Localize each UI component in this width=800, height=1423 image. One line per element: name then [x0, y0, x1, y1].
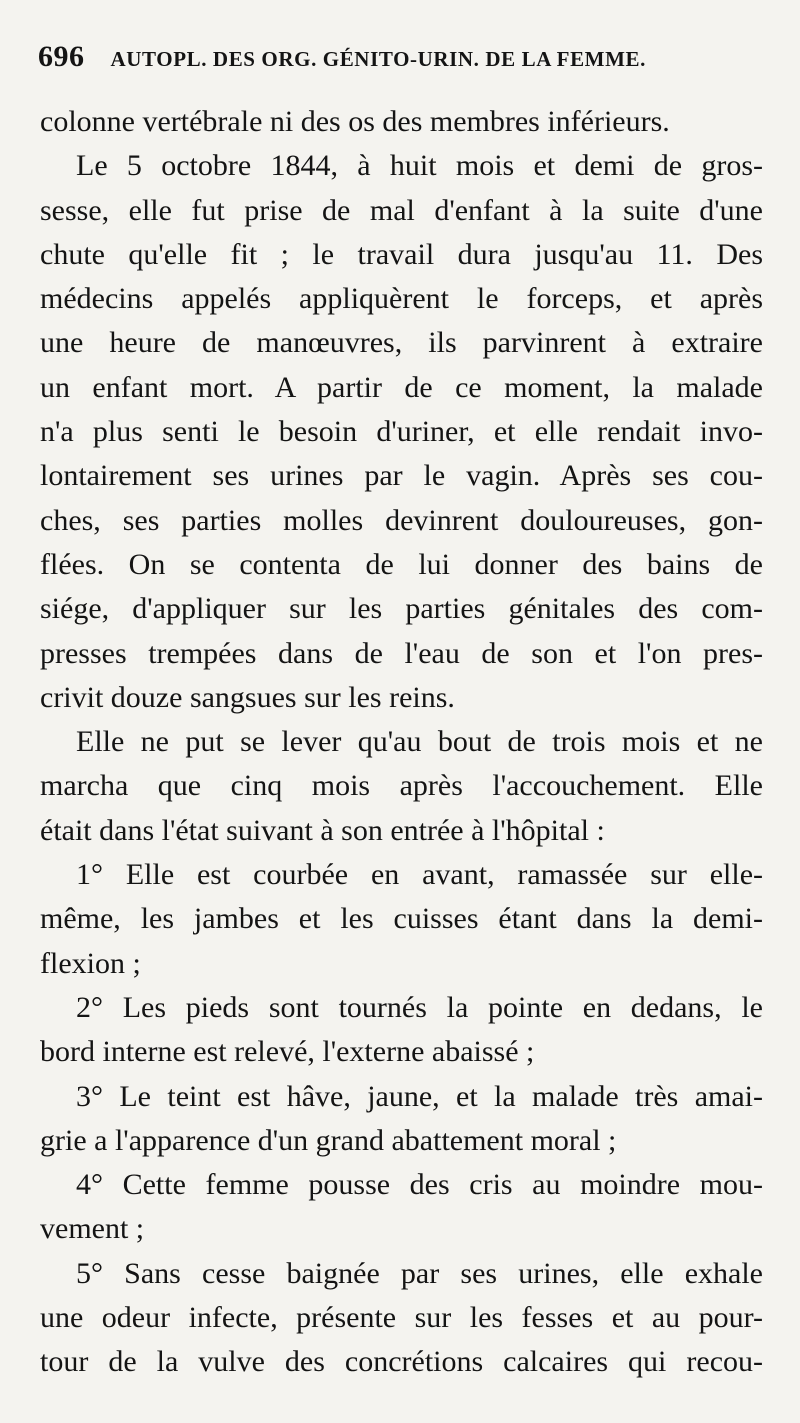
text-line: 4° Cette femme pousse des cris au moindre mou- [76, 1168, 763, 1202]
text-line: une heure de manœuvres, ils parvinrent à extraire [40, 326, 763, 360]
running-title: AUTOPL. DES ORG. GÉNITO-URIN. DE LA FEMME. [110, 47, 646, 71]
text-line: médecins appelés appliquèrent le forceps, et après [40, 282, 763, 316]
text-line: presses trempées dans de l'eau de son et l'on pres- [40, 636, 763, 670]
text-line: sesse, elle fut prise de mal d'enfant à la suite d'une [40, 193, 763, 227]
page-number: 696 [38, 40, 85, 73]
text-line: flées. On se contenta de lui donner des bains de [40, 547, 763, 581]
text-line: ches, ses parties molles devinrent douloureuses, gon- [40, 503, 763, 537]
text-line: siége, d'appliquer sur les parties génitales des com- [40, 592, 763, 626]
text-line: marcha que cinq mois après l'accouchement. Elle [40, 769, 763, 803]
text-line: 5° Sans cesse baignée par ses urines, elle exhale [76, 1256, 763, 1290]
text-line: un enfant mort. A partir de ce moment, la malade [40, 370, 763, 404]
text-line: crivit douze sangsues sur les reins. [40, 680, 455, 714]
text-line: même, les jambes et les cuisses étant dans la demi- [40, 902, 763, 936]
text-line: lontairement ses urines par le vagin. Après ses cou- [40, 459, 763, 493]
text-line: une odeur infecte, présente sur les fesses et au pour- [40, 1301, 763, 1335]
text-line: 2° Les pieds sont tournés la pointe en dedans, le [76, 990, 763, 1024]
text-line: 1° Elle est courbée en avant, ramassée sur elle- [76, 858, 763, 892]
text-line: vement ; [40, 1212, 145, 1246]
body-text [40, 100, 763, 1385]
text-line: flexion ; [40, 946, 141, 980]
page-header [38, 40, 758, 80]
text-line: bord interne est relevé, l'externe abaissé ; [40, 1035, 535, 1069]
text-line: colonne vertébrale ni des os des membres inférieurs. [40, 105, 670, 138]
text-line: tour de la vulve des concrétions calcaires qui recou- [40, 1345, 763, 1379]
text-line: Elle ne put se lever qu'au bout de trois mois et ne [76, 725, 763, 759]
text-line: n'a plus senti le besoin d'uriner, et elle rendait invo- [40, 415, 763, 449]
text-line: grie a l'apparence d'un grand abattement moral ; [40, 1123, 617, 1157]
text-line: était dans l'état suivant à son entrée à l'hôpital : [40, 813, 605, 847]
text-line: chute qu'elle fit ; le travail dura jusqu'au 11. Des [40, 237, 763, 271]
text-line: 3° Le teint est hâve, jaune, et la malade très amai- [76, 1079, 763, 1113]
text-line: Le 5 octobre 1844, à huit mois et demi de gros- [76, 149, 763, 183]
